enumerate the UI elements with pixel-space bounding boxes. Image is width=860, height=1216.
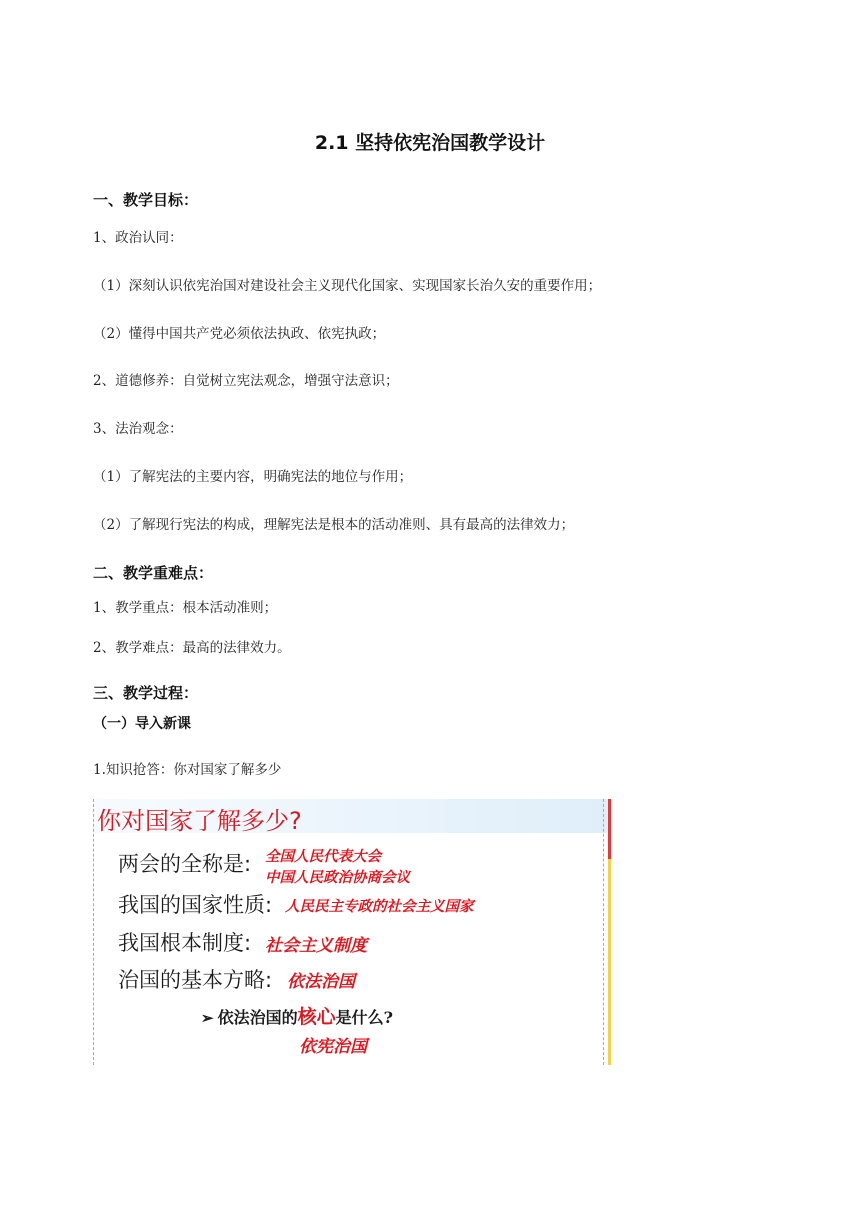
slide-answer: 人民民主专政的社会主义国家 [285,898,474,915]
objective-line: （2）懂得中国共产党必须依法执政、依宪执政； [93,326,386,342]
section-heading-key-points: 二、教学重难点： [93,564,214,582]
slide-accent-bar [608,799,611,859]
objective-line: （2）了解现行宪法的构成，理解宪法是根本的活动准则、具有最高的法律效力； [93,517,575,533]
subheading-intro: （一）导入新课 [93,716,191,732]
slide-answer: 全国人民代表大会 [265,848,381,865]
slide-answer: 依法治国 [287,972,355,992]
section-heading-process: 三、教学过程： [93,684,199,702]
objective-line: 1、政治认同： [93,230,183,246]
slide-question: 治国的基本方略: [118,968,273,992]
objective-line: （1）了解宪法的主要内容，明确宪法的地位与作用； [93,469,413,485]
objective-line: 3、法治观念： [93,421,183,437]
slide-question: 我国根本制度: [118,931,252,955]
key-point-line: 1、教学重点：根本活动准则； [93,600,278,616]
slide-image [93,799,611,1065]
section-heading-objectives: 一、教学目标： [93,191,199,209]
slide-core-question: ➢ 依法治国的核心是什么? [201,1006,393,1028]
slide-accent-bar [608,859,611,1065]
key-point-line: 2、教学难点：最高的法律效力。 [93,640,291,656]
document-title: 2.1 坚持依宪治国教学设计 [314,132,546,154]
slide-core-answer: 依宪治国 [299,1037,367,1057]
objective-line: 2、道德修养：自觉树立宪法观念，增强守法意识； [93,373,399,389]
process-item: 1.知识抢答：你对国家了解多少 [93,762,282,778]
objective-line: （1）深刻认识依宪治国对建设社会主义现代化国家、实现国家长治久安的重要作用； [93,278,602,294]
slide-title: 你对国家了解多少? [97,807,302,835]
slide-question: 两会的全称是: [118,852,252,876]
arrow-bullet-icon: ➢ [201,1009,214,1027]
slide-answer: 中国人民政治协商会议 [265,869,410,886]
slide-question: 我国的国家性质: [118,893,273,917]
slide-answer: 社会主义制度 [265,936,367,956]
